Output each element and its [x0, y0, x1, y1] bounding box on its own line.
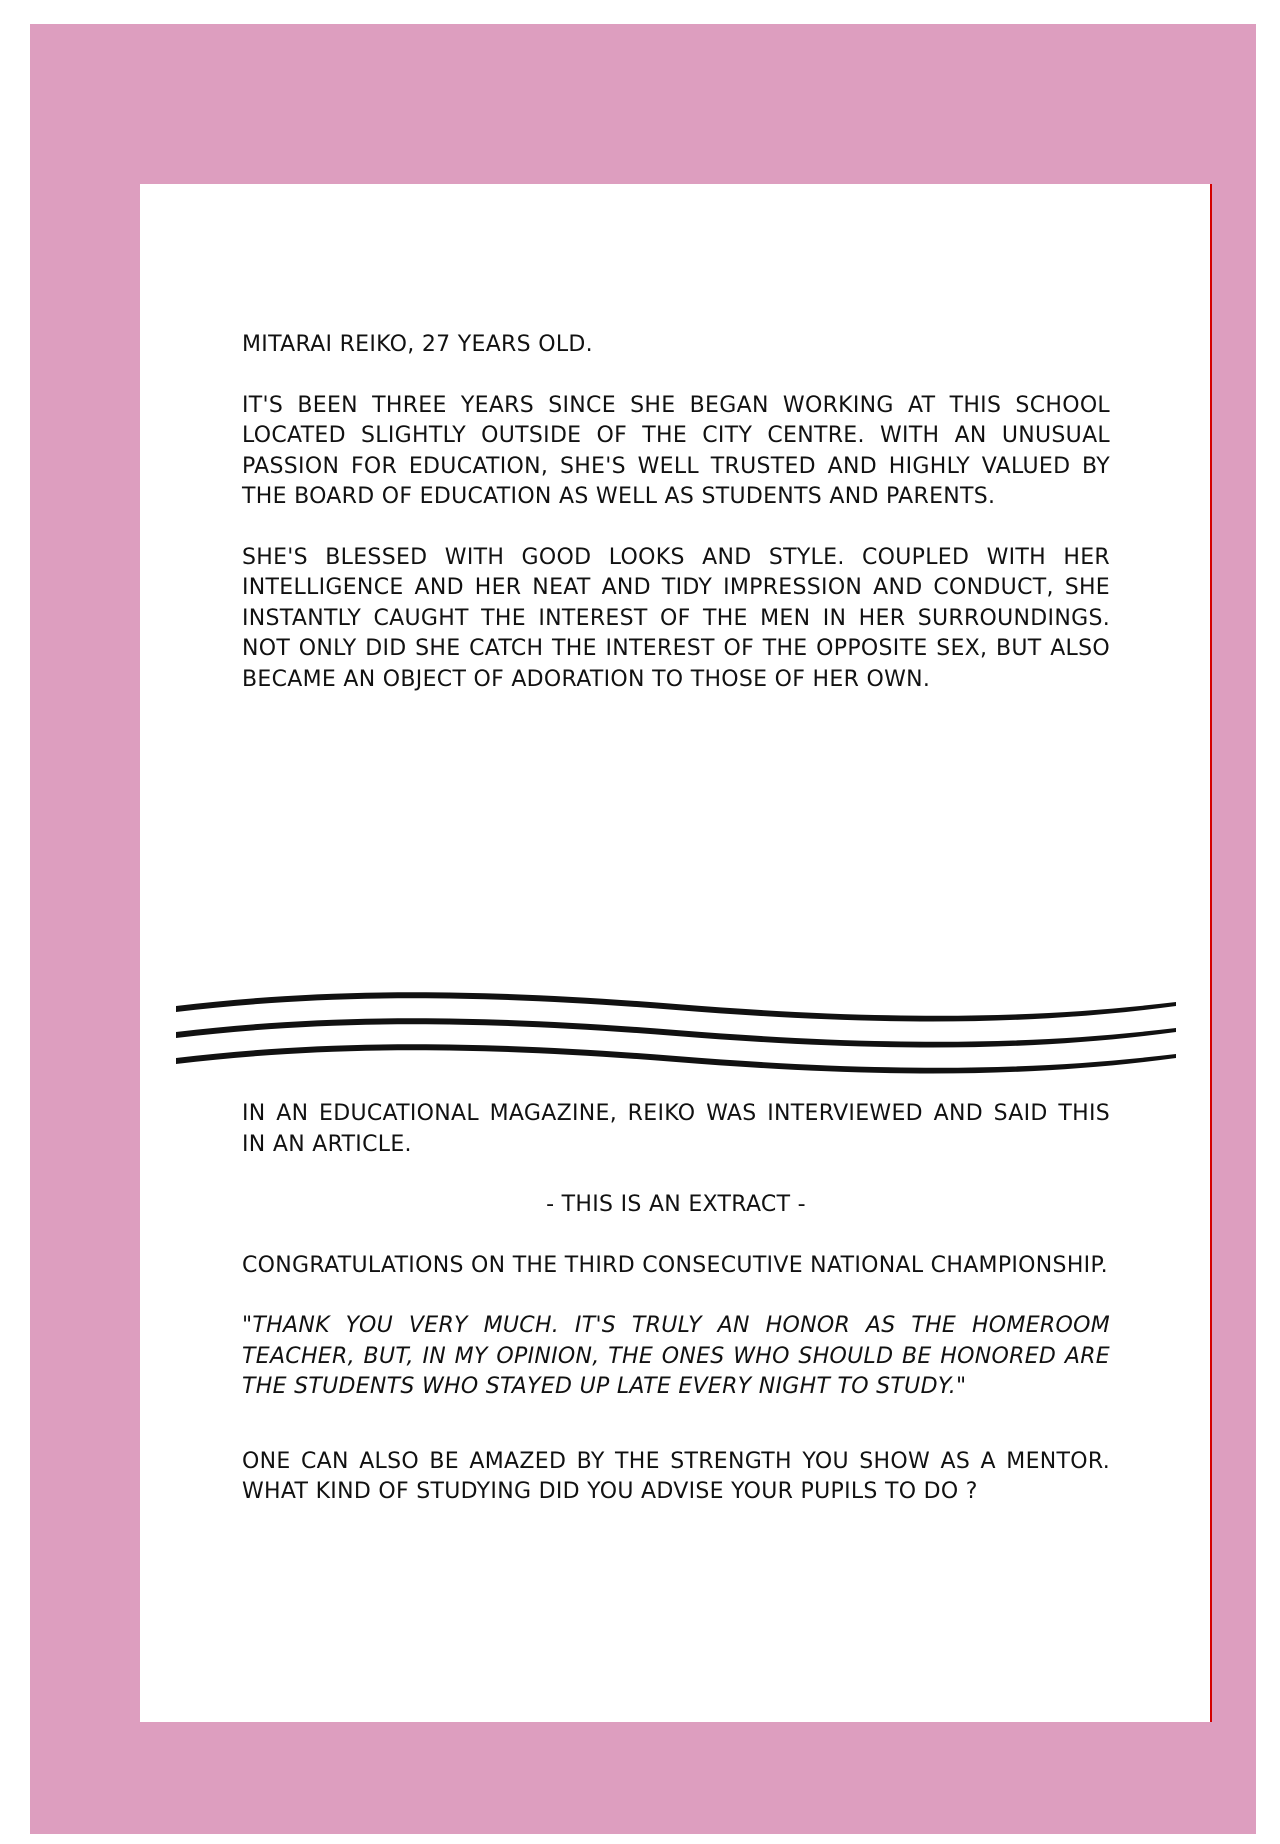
interview-question-1: CONGRATULATIONS ON THE THIRD CONSECUTIVE NATIONAL CHAMPIONSHIP.: [242, 1252, 1108, 1278]
wavy-divider: [176, 974, 1176, 1084]
pink-frame: [30, 24, 1256, 1834]
interview-answer-1: "THANK YOU VERY MUCH. IT'S TRULY AN HONOR AS THE HOMEROOM TEACHER, BUT, IN MY OPINION, THE ONES WHO SHOULD BE HONORED ARE THE STUDENTS WHO STAYED UP LATE EVERY NIGHT TO STUDY.": [242, 1313, 1110, 1399]
wave-line-2: [176, 1018, 1176, 1047]
intro-paragraph-1: IT'S BEEN THREE YEARS SINCE SHE BEGAN WORKING AT THIS SCHOOL LOCATED SLIGHTLY OUTSIDE OF THE CITY CENTRE. WITH AN UNUSUAL PASSION FOR EDUCATION, SHE'S WELL TRUSTED AND HIGHLY VALUED BY THE BOARD OF EDUCATION AS WELL AS STUDENTS AND PARENTS.: [242, 392, 1110, 509]
intro-paragraph-2: SHE'S BLESSED WITH GOOD LOOKS AND STYLE. COUPLED WITH HER INTELLIGENCE AND HER NEAT AND TIDY IMPRESSION AND CONDUCT, SHE INSTANTLY CAUGHT THE INTEREST OF THE MEN IN HER SURROUNDINGS. NOT ONLY DID SHE CATCH THE INTEREST OF THE OPPOSITE SEX, BUT ALSO BECAME AN OBJECT OF ADORATION TO THOSE OF HER OWN.: [242, 544, 1110, 692]
interview-intro: IN AN EDUCATIONAL MAGAZINE, REIKO WAS INTERVIEWED AND SAID THIS IN AN ARTICLE.: [242, 1101, 1110, 1157]
wave-line-1: [176, 992, 1176, 1021]
extract-label: - THIS IS AN EXTRACT -: [546, 1192, 806, 1217]
white-page: [140, 184, 1212, 1722]
interview-extract: [242, 1099, 1110, 1538]
character-heading: MITARAI REIKO, 27 YEARS OLD.: [242, 332, 593, 357]
interview-question-2: ONE CAN ALSO BE AMAZED BY THE STRENGTH YOU SHOW AS A MENTOR. WHAT KIND OF STUDYING DID YOU ADVISE YOUR PUPILS TO DO ?: [242, 1448, 1110, 1504]
character-intro: [242, 330, 1110, 725]
wave-line-3: [176, 1044, 1176, 1073]
